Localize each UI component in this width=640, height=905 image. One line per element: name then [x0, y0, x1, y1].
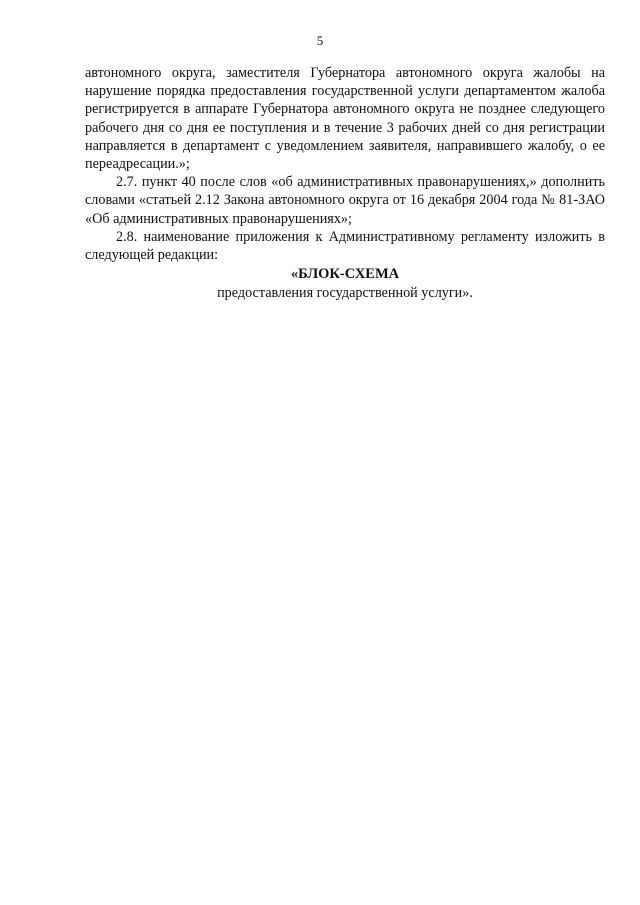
page-number: 5 [316, 33, 324, 48]
block-scheme-title: «БЛОК-СХЕМА [290, 266, 400, 283]
paragraph-continuation: автономного округа, заместителя Губернатора автономного округа жалобы на нарушение порядка предоставления государственной услуги департаментом жалоба регистрируется в аппарате Губернатора автономного округа не позднее следующего рабочего дня со дня ее поступления и в течение 3 рабочих дней со дня регистрации направляется в департамент с уведомлением заявителя, направившего жалобу, о ее переадресации.»; [85, 65, 605, 173]
paragraph-item-2-7: 2.7. пункт 40 после слов «об административных правонарушениях,» дополнить словами «статьей 2.12 Закона автономного округа от 16 декабря 2004 года № 81-ЗАО «Об административных правонарушениях»; [85, 174, 605, 227]
paragraph-item-2-8: 2.8. наименование приложения к Административному регламенту изложить в следующей редакции: [85, 228, 605, 264]
block-scheme-subtitle: предоставления государственной услуги». [217, 285, 473, 302]
document-body [85, 64, 605, 303]
